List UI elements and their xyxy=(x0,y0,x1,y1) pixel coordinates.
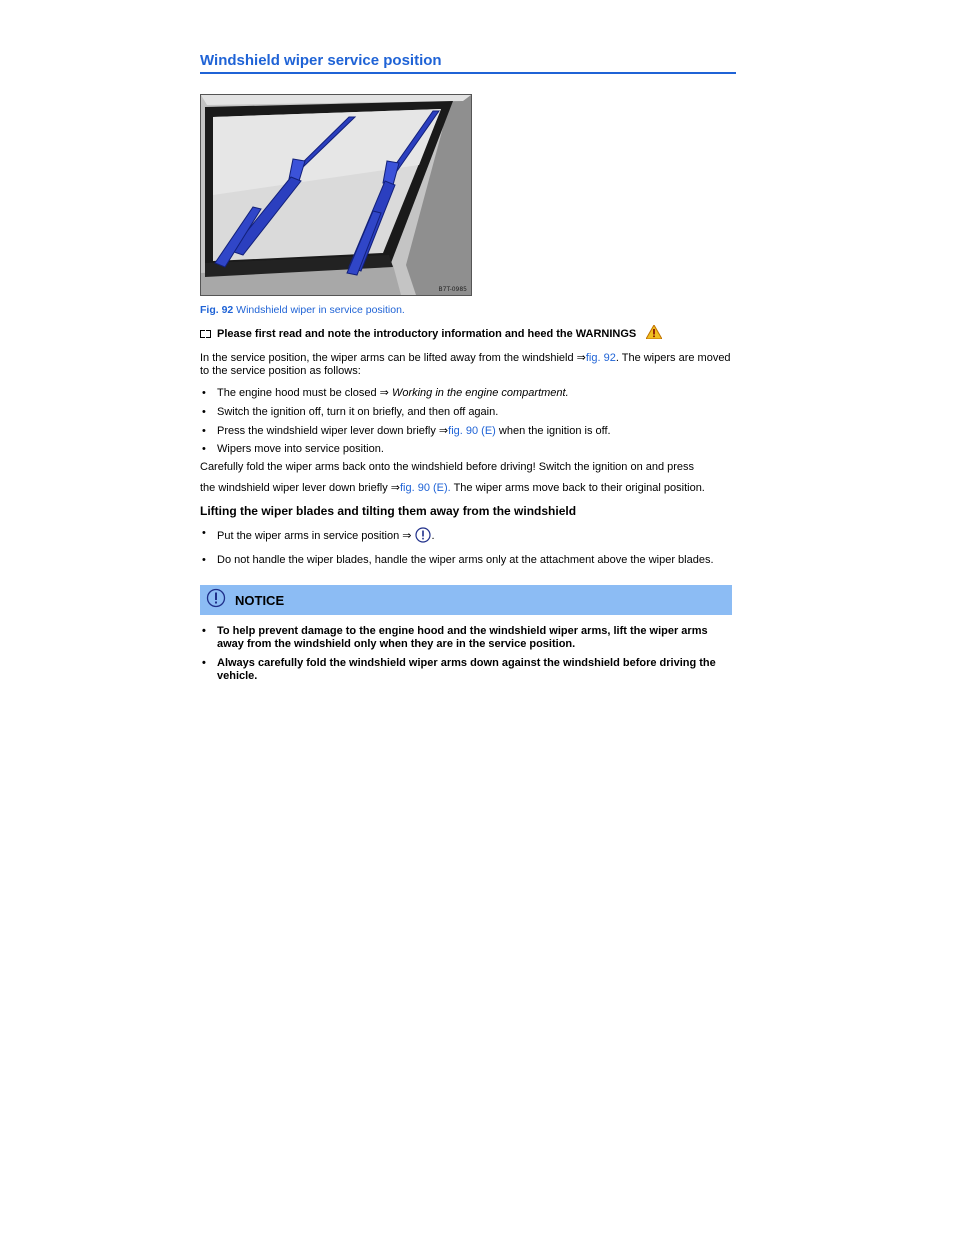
list-item: • Put the wiper arms in service position ⇒ . xyxy=(200,527,736,547)
link-fig-90e[interactable]: fig. 90 (E) xyxy=(448,425,496,437)
list-item: • Switch the ignition off, turn it on briefly, and then off again. xyxy=(200,406,736,419)
subheading-lifting-blades: Lifting the wiper blades and tilting them away from the windshield xyxy=(200,504,577,518)
paragraph-fold-back-continued: the windshield wiper lever down briefly ⇒fig. 90 (E). The wiper arms move back to their original position. xyxy=(200,482,705,494)
notice-title: NOTICE xyxy=(235,592,285,608)
intro-line xyxy=(200,325,736,342)
notice-list xyxy=(200,625,736,683)
list-item: • Wipers move into service position. xyxy=(200,443,736,456)
intro-text: Please first read and note the introductory information and heed the WARNINGS xyxy=(217,327,637,340)
paragraph-service-position: In the service position, the wiper arms can be lifted away from the windshield ⇒fig. 92. The wipers are moved to the service position as follows: xyxy=(200,352,731,377)
figure-caption-text: Windshield wiper in service position. xyxy=(233,304,405,316)
wiper-illustration xyxy=(201,95,471,295)
figure-code: B7T-0985 xyxy=(438,286,467,293)
notice-exclamation-icon[interactable] xyxy=(415,527,431,547)
figure-wiper-service xyxy=(200,94,472,296)
step-list-1 xyxy=(200,387,736,419)
section-title: Windshield wiper service position xyxy=(200,52,736,74)
list-item: • Press the windshield wiper lever down briefly ⇒fig. 90 (E) when the ignition is off. xyxy=(200,425,736,438)
list-item: • The engine hood must be closed ⇒ Working in the engine compartment. xyxy=(200,387,736,400)
link-engine-compartment[interactable]: Working in the engine compartment. xyxy=(391,387,569,399)
notice-header xyxy=(200,585,732,615)
notice-item: • To help prevent damage to the engine hood and the windshield wiper arms, lift the wiper arms away from the windshield only when they are in the service position. xyxy=(200,625,736,651)
link-fig-90e-2[interactable]: fig. 90 (E). xyxy=(399,482,451,494)
page xyxy=(200,52,736,689)
book-icon xyxy=(200,330,211,338)
figure-caption xyxy=(200,304,736,316)
list-item: • Do not handle the wiper blades, handle the wiper arms only at the attachment above the wiper blades. xyxy=(200,554,736,567)
paragraph-fold-back: Carefully fold the wiper arms back onto the windshield before driving! Switch the ignition on and press xyxy=(200,461,695,473)
step-list-2 xyxy=(200,425,736,456)
notice-item: • Always carefully fold the windshield wiper arms down against the windshield before driving the vehicle. xyxy=(200,657,736,683)
figure-number: Fig. 92 xyxy=(200,304,234,316)
warning-triangle-icon[interactable] xyxy=(646,325,662,342)
step-list-3 xyxy=(200,527,736,567)
notice-exclamation-icon xyxy=(206,588,226,613)
link-fig-92[interactable]: fig. 92 xyxy=(585,352,616,364)
